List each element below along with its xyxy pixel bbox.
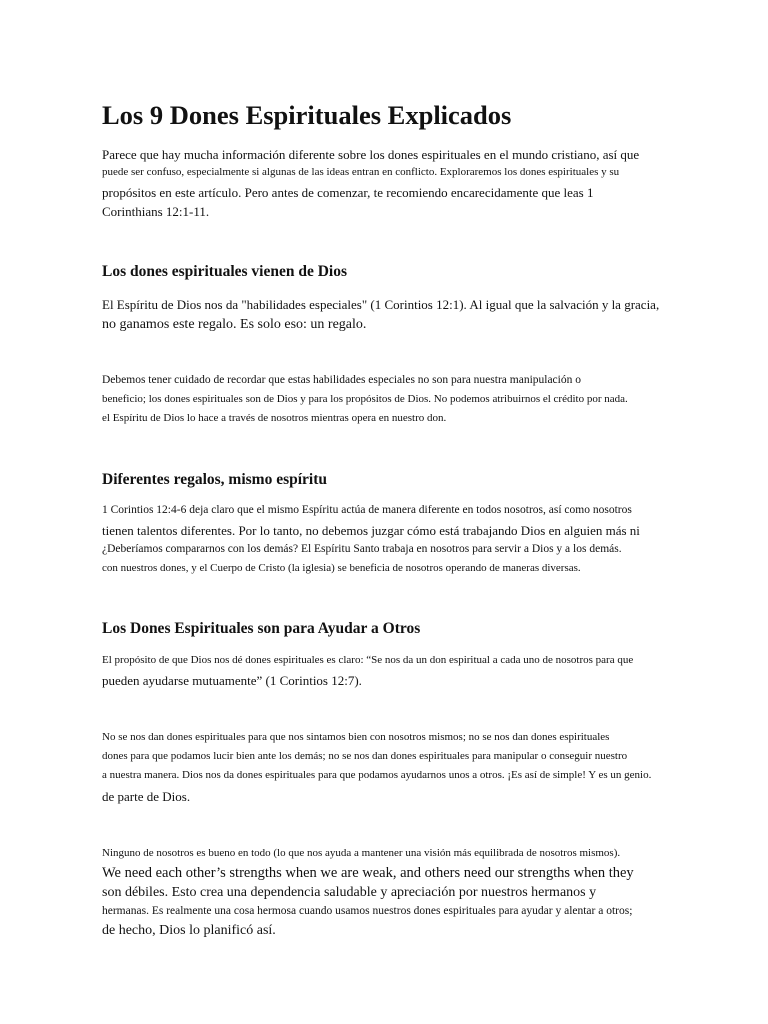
text-line: beneficio; los dones espirituales son de Dios y para los propósitos de Dios. No podemos atribuirnos el crédito por nada. [102,393,628,405]
text-line: propósitos en este artículo. Pero antes de comenzar, te recomiendo encarecidamente que leas 1 [102,185,594,200]
text-line: El propósito de que Dios nos dé dones espirituales es claro: “Se nos da un don espiritual a cada uno de nosotros para que [102,654,634,666]
section-heading: Los Dones Espirituales son para Ayudar a Otros [102,620,421,637]
text-line: Debemos tener cuidado de recordar que estas habilidades especiales no son para nuestra manipulación o [102,374,581,386]
text-line: pueden ayudarse mutuamente” (1 Corintios 12:7). [102,673,362,688]
text-line: El Espíritu de Dios nos da "habilidades especiales" (1 Corintios 12:1). Al igual que la salvación y la gracia, [102,297,660,312]
text-line: tienen talentos diferentes. Por lo tanto, no debemos juzgar cómo está trabajando Dios en alguien más ni [102,523,640,538]
text-line: No se nos dan dones espirituales para que nos sintamos bien con nosotros mismos; no se nos dan dones espirituales [102,731,610,743]
text-line: son débiles. Esto crea una dependencia saludable y apreciación por nuestros hermanos y [102,885,597,900]
text-line: ¿Deberíamos compararnos con los demás? El Espíritu Santo trabaja en nosotros para servir a Dios y a los demás. [102,543,622,555]
section-heading: Los dones espirituales vienen de Dios [102,263,348,280]
text-line: no ganamos este regalo. Es solo eso: un regalo. [102,317,367,332]
text-line: puede ser confuso, especialmente si algunas de las ideas entran en conflicto. Exploraremos los dones espirituales y su [102,166,620,178]
article-title: Los 9 Dones Espirituales Explicados [102,100,512,130]
text-line: Parece que hay mucha información diferente sobre los dones espirituales en el mundo cristiano, así que [102,147,640,162]
text-line: 1 Corintios 12:4-6 deja claro que el mismo Espíritu actúa de manera diferente en todos nosotros, así como nosotros [102,504,632,516]
text-line: de parte de Dios. [102,789,191,804]
section-heading: Diferentes regalos, mismo espíritu [102,471,327,488]
text-line: con nuestros dones, y el Cuerpo de Cristo (la iglesia) se beneficia de nosotros operando de maneras diversas. [102,562,581,574]
text-line: a nuestra manera. Dios nos da dones espirituales para que podamos ayudarnos unos a otros. ¡Es así de simple! Y es un genio. [102,769,652,781]
text-line: de hecho, Dios lo planificó así. [102,923,276,938]
text-line: dones para que podamos lucir bien ante los demás; no se nos dan dones espirituales para manipular o conseguir nuestro [102,750,628,762]
text-line: el Espíritu de Dios lo hace a través de nosotros mientras opera en nuestro don. [102,412,447,424]
text-line: We need each other’s strengths when we are weak, and others need our strengths when they [102,865,634,881]
text-line: hermanas. Es realmente una cosa hermosa cuando usamos nuestros dones espirituales para ayudar y alentar a otros; [102,905,633,917]
text-line: Corinthians 12:1-11. [102,204,210,219]
text-line: Ninguno de nosotros es bueno en todo (lo que nos ayuda a mantener una visión más equilibrada de nosotros mismos). [102,847,621,859]
